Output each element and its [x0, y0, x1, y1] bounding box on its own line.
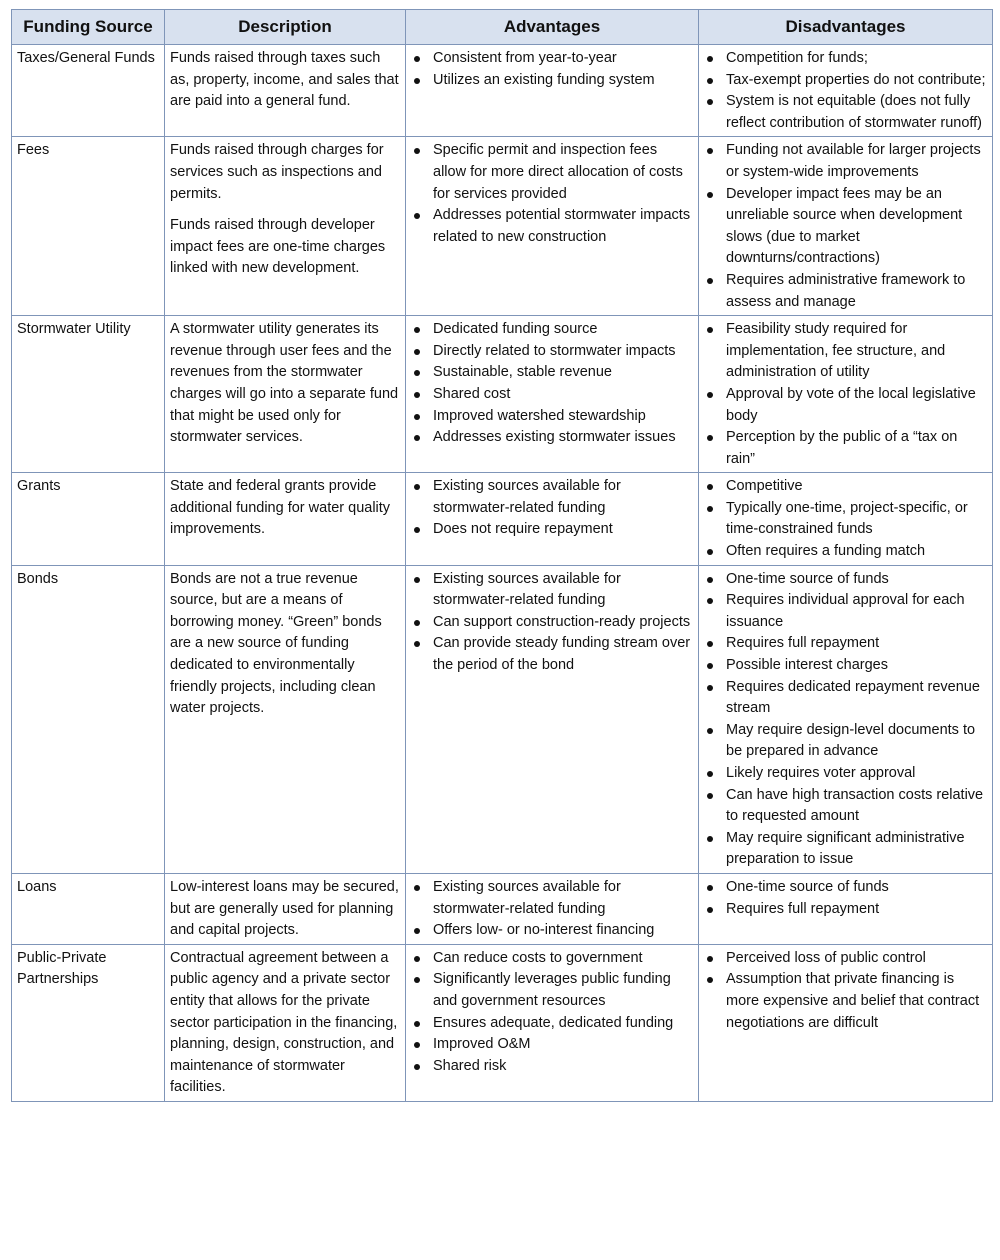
advantages-list: [411, 948, 693, 1078]
advantage-item: Sustainable, stable revenue: [411, 362, 693, 384]
advantage-item: Ensures adequate, dedicated funding: [411, 1013, 693, 1035]
advantages-list: [411, 319, 693, 449]
disadvantage-item: Competition for funds;: [704, 48, 987, 70]
table-row: [12, 137, 993, 316]
advantage-item: Shared cost: [411, 384, 693, 406]
table-row: [12, 873, 993, 944]
advantages-cell: [406, 137, 699, 316]
funding-source-cell: Stormwater Utility: [12, 316, 165, 473]
advantage-item: Significantly leverages public funding and government resources: [411, 969, 693, 1012]
disadvantages-cell: [699, 473, 993, 565]
advantage-item: Can support construction-ready projects: [411, 612, 693, 634]
description-paragraph: Funds raised through developer impact fees are one-time charges linked with new development.: [170, 217, 386, 277]
funding-source-cell: Public-Private Partnerships: [12, 944, 165, 1101]
disadvantage-item: May require significant administrative preparation to issue: [704, 828, 987, 871]
disadvantages-list: [704, 569, 987, 871]
disadvantages-list: [704, 877, 987, 920]
description-paragraph: A stormwater utility generates its revenue through user fees and the revenues from the stormwater charges will go into a separate fund that might be used only for stormwater services.: [170, 321, 399, 446]
funding-source-cell: Grants: [12, 473, 165, 565]
advantage-item: Offers low- or no-interest financing: [411, 920, 693, 942]
advantage-item: Consistent from year-to-year: [411, 48, 693, 70]
funding-source-cell: Bonds: [12, 565, 165, 873]
header-advantages: Advantages: [406, 10, 699, 45]
advantages-cell: [406, 473, 699, 565]
advantage-item: Can reduce costs to government: [411, 948, 693, 970]
advantage-item: Shared risk: [411, 1056, 693, 1078]
table-body: [12, 45, 993, 1102]
disadvantage-item: One-time source of funds: [704, 877, 987, 899]
description-cell: [165, 473, 406, 565]
disadvantage-item: Requires full repayment: [704, 633, 987, 655]
table-row: [12, 944, 993, 1101]
advantages-cell: [406, 45, 699, 137]
disadvantage-item: Feasibility study required for implementation, fee structure, and administration of utility: [704, 319, 987, 384]
disadvantage-item: Perceived loss of public control: [704, 948, 987, 970]
disadvantages-cell: [699, 873, 993, 944]
advantage-item: Improved watershed stewardship: [411, 406, 693, 428]
advantages-list: [411, 569, 693, 677]
disadvantage-item: Perception by the public of a “tax on rain”: [704, 427, 987, 470]
description-cell: [165, 944, 406, 1101]
description-paragraph: Contractual agreement between a public agency and a private sector entity that allows for the private sector participation in the financing, planning, design, construction, and maintenance of stormwater facilities.: [170, 949, 398, 1096]
advantages-cell: [406, 316, 699, 473]
disadvantages-list: [704, 140, 987, 313]
funding-sources-table: [11, 9, 993, 1102]
table-header-row: [12, 10, 993, 45]
description-cell: [165, 873, 406, 944]
advantage-item: Existing sources available for stormwater-related funding: [411, 476, 693, 519]
table-row: [12, 473, 993, 565]
description-cell: [165, 137, 406, 316]
disadvantage-item: Possible interest charges: [704, 655, 987, 677]
advantage-item: Addresses existing stormwater issues: [411, 427, 693, 449]
advantages-list: [411, 476, 693, 541]
description-paragraph: Bonds are not a true revenue source, but are a means of borrowing money. “Green” bonds are a new source of funding dedicated to environmentally friendly projects, including clean water projects.: [170, 570, 382, 717]
disadvantage-item: System is not equitable (does not fully reflect contribution of stormwater runoff): [704, 91, 987, 134]
advantage-item: Specific permit and inspection fees allow for more direct allocation of costs for services provided: [411, 140, 693, 205]
disadvantage-item: Requires individual approval for each issuance: [704, 590, 987, 633]
disadvantages-list: [704, 319, 987, 470]
disadvantage-item: Approval by vote of the local legislative body: [704, 384, 987, 427]
disadvantages-cell: [699, 565, 993, 873]
funding-source-cell: Taxes/General Funds: [12, 45, 165, 137]
advantage-item: Does not require repayment: [411, 519, 693, 541]
disadvantages-list: [704, 48, 987, 134]
advantage-item: Utilizes an existing funding system: [411, 70, 693, 92]
advantage-item: Existing sources available for stormwater-related funding: [411, 877, 693, 920]
funding-sources-table-container: [11, 9, 992, 1102]
disadvantage-item: Tax-exempt properties do not contribute;: [704, 70, 987, 92]
advantages-list: [411, 877, 693, 942]
disadvantage-item: Assumption that private financing is more expensive and belief that contract negotiations are difficult: [704, 969, 987, 1034]
funding-source-cell: Loans: [12, 873, 165, 944]
disadvantages-list: [704, 476, 987, 562]
disadvantage-item: One-time source of funds: [704, 569, 987, 591]
header-description: Description: [165, 10, 406, 45]
description-cell: [165, 316, 406, 473]
disadvantage-item: May require design-level documents to be prepared in advance: [704, 720, 987, 763]
disadvantage-item: Requires administrative framework to assess and manage: [704, 270, 987, 313]
disadvantages-cell: [699, 316, 993, 473]
advantage-item: Can provide steady funding stream over the period of the bond: [411, 633, 693, 676]
disadvantage-item: Typically one-time, project-specific, or time-constrained funds: [704, 498, 987, 541]
advantages-cell: [406, 944, 699, 1101]
advantage-item: Addresses potential stormwater impacts related to new construction: [411, 205, 693, 248]
advantages-list: [411, 140, 693, 248]
description-cell: [165, 565, 406, 873]
header-funding-source: Funding Source: [12, 10, 165, 45]
description-paragraph: Funds raised through charges for services such as inspections and permits.: [170, 142, 384, 202]
disadvantage-item: Funding not available for larger projects or system-wide improvements: [704, 140, 987, 183]
disadvantage-item: Often requires a funding match: [704, 541, 987, 563]
disadvantage-item: Can have high transaction costs relative to requested amount: [704, 785, 987, 828]
disadvantage-item: Likely requires voter approval: [704, 763, 987, 785]
advantage-item: Directly related to stormwater impacts: [411, 341, 693, 363]
advantages-list: [411, 48, 693, 91]
disadvantage-item: Requires full repayment: [704, 899, 987, 921]
advantage-item: Improved O&M: [411, 1034, 693, 1056]
header-disadvantages: Disadvantages: [699, 10, 993, 45]
disadvantages-cell: [699, 944, 993, 1101]
description-paragraph: Low-interest loans may be secured, but are generally used for planning and capital projects.: [170, 878, 399, 939]
disadvantage-item: Requires dedicated repayment revenue stream: [704, 677, 987, 720]
disadvantages-cell: [699, 137, 993, 316]
description-paragraph: Funds raised through taxes such as, property, income, and sales that are paid into a general fund.: [170, 50, 399, 110]
advantages-cell: [406, 565, 699, 873]
funding-source-cell: Fees: [12, 137, 165, 316]
table-row: [12, 565, 993, 873]
advantages-cell: [406, 873, 699, 944]
advantage-item: Existing sources available for stormwater-related funding: [411, 569, 693, 612]
advantage-item: Dedicated funding source: [411, 319, 693, 341]
disadvantages-cell: [699, 45, 993, 137]
description-cell: [165, 45, 406, 137]
disadvantages-list: [704, 948, 987, 1034]
disadvantage-item: Competitive: [704, 476, 987, 498]
table-row: [12, 316, 993, 473]
disadvantage-item: Developer impact fees may be an unreliable source when development slows (due to market downturns/contractions): [704, 184, 987, 270]
table-row: [12, 45, 993, 137]
description-paragraph: State and federal grants provide additional funding for water quality improvements.: [170, 478, 391, 538]
